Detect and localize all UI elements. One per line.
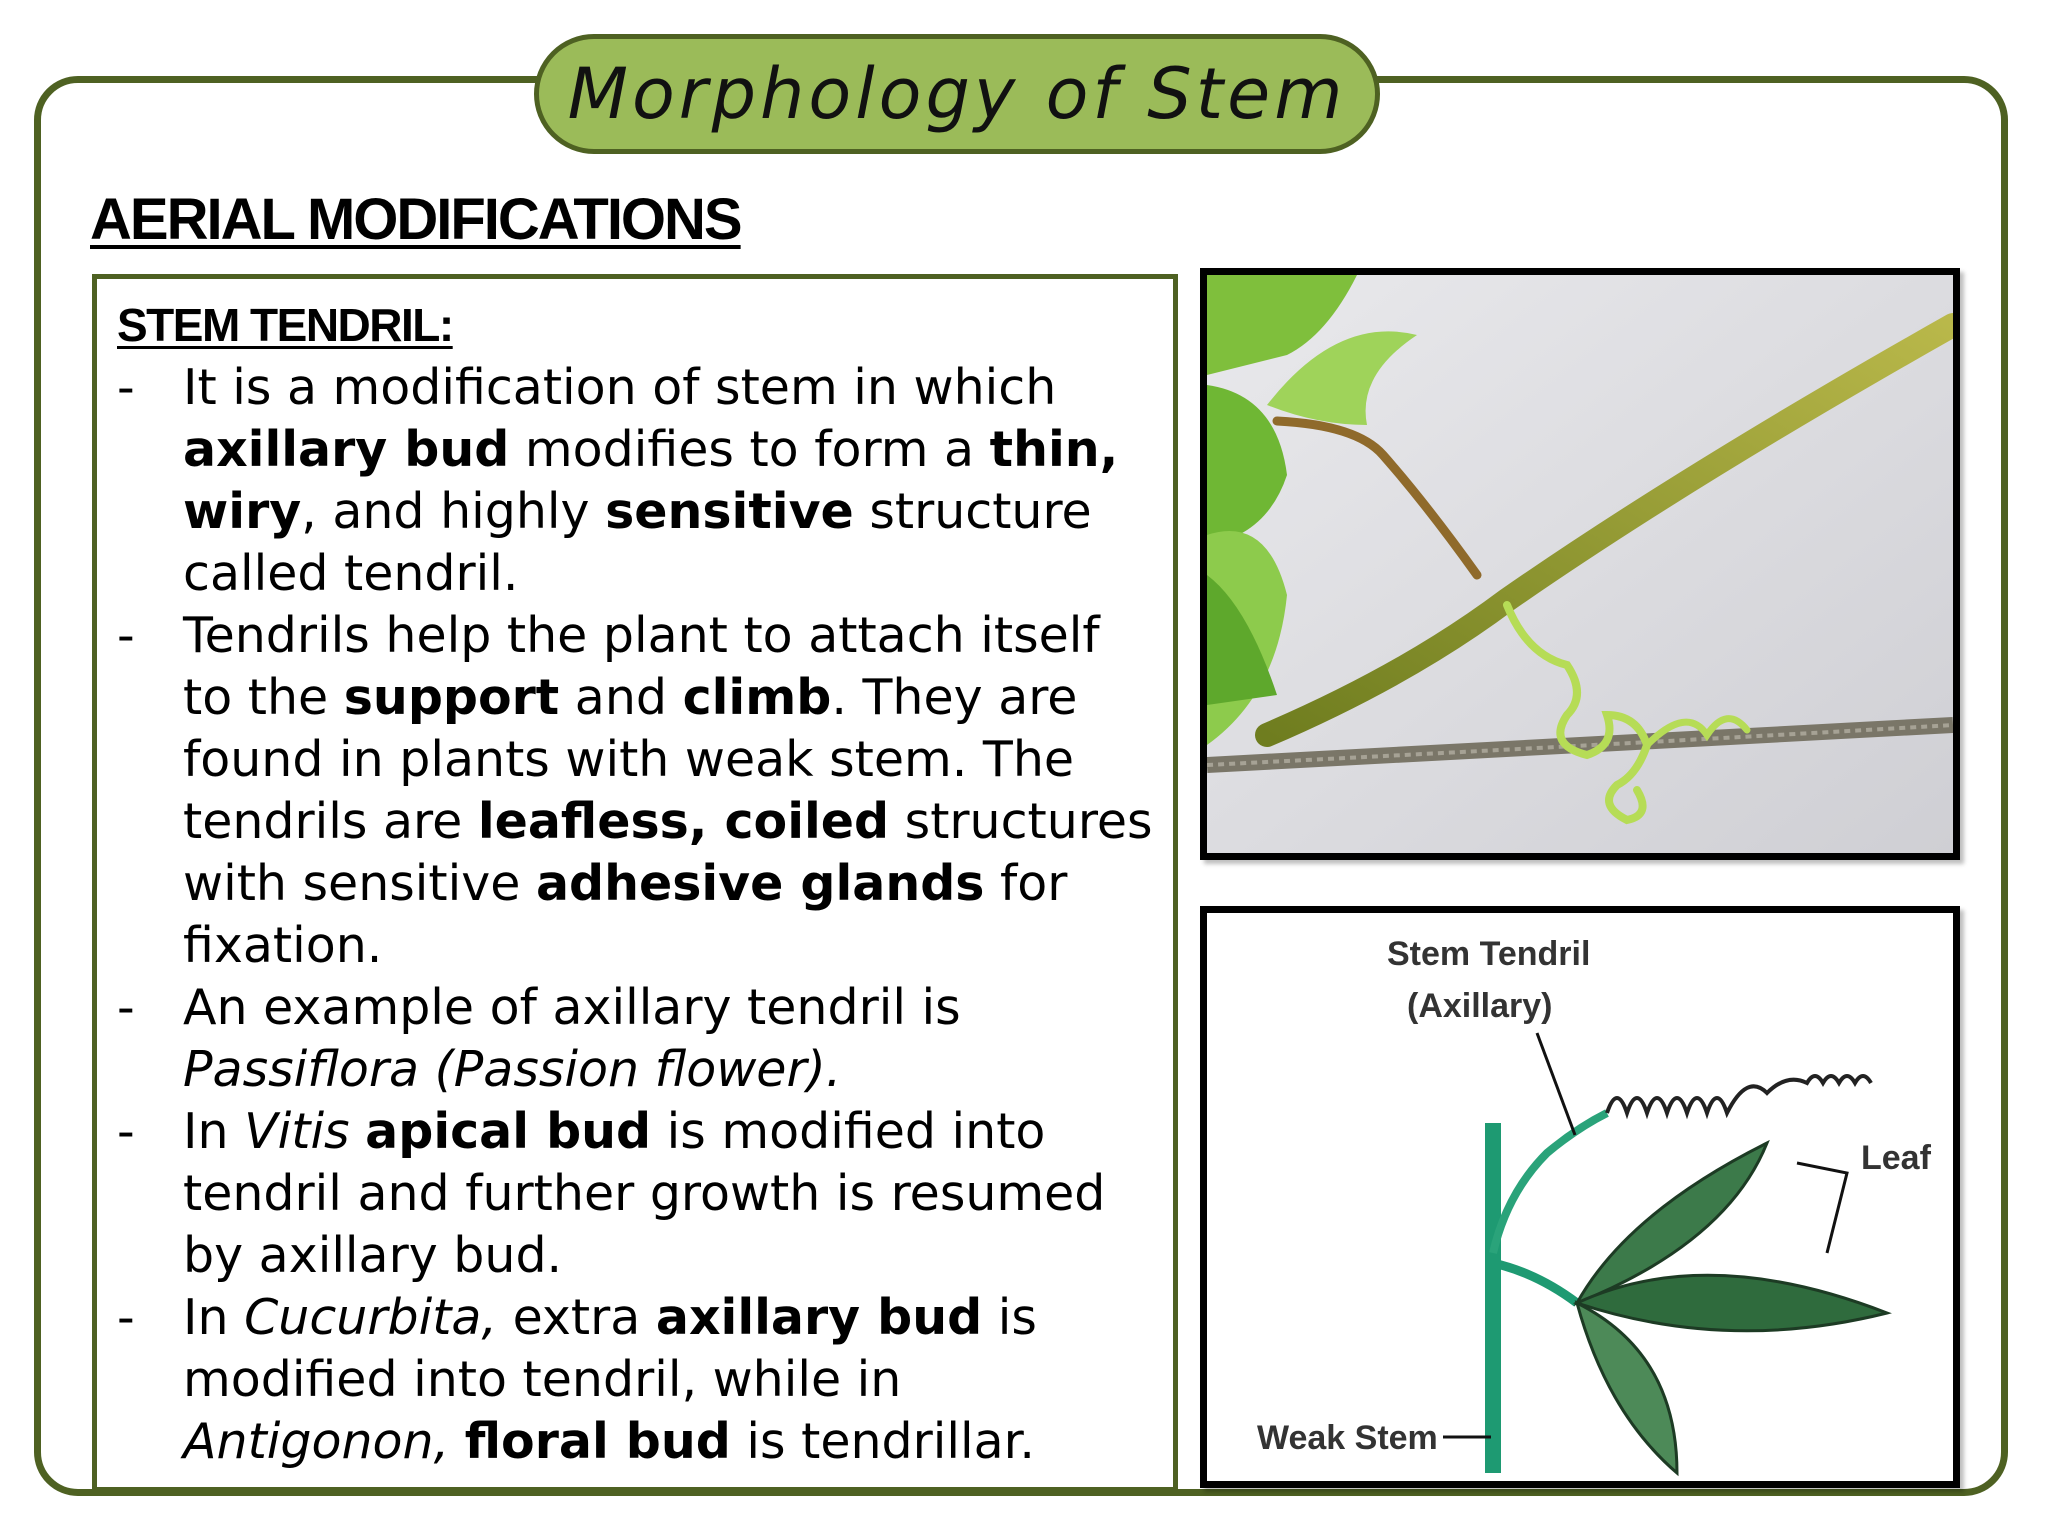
diagram-label-axillary: (Axillary)	[1407, 987, 1553, 1025]
section-heading: AERIAL MODIFICATIONS	[90, 187, 741, 252]
diagram-label-leaf: Leaf	[1861, 1139, 1931, 1177]
tendril-photo-illustration	[1207, 275, 1953, 853]
bullet-item: - An example of axillary tendril is Passiflora (Passion flower).	[117, 979, 961, 1098]
bullet-item: - It is a modification of stem in which axillary bud modifies to form a thin, wiry, and highly sensitive structure called tendril.	[117, 359, 1119, 602]
tendril-diagram-illustration	[1207, 913, 1953, 1481]
bullet-item: - Tendrils help the plant to attach itself to the support and climb. They are found in plants with weak stem. The tendrils are leafless, coiled structures with sensitive adhesive glands for fixation.	[117, 607, 1153, 974]
bullet-item: - In Vitis apical bud is modified into tendril and further growth is resumed by axillary bud.	[117, 1103, 1106, 1284]
diagram-label-weak-stem: Weak Stem	[1257, 1419, 1438, 1457]
box-heading: STEM TENDRIL:	[117, 299, 453, 351]
bullet-item: - In Cucurbita, extra axillary bud is modified into tendril, while in Antigonon, floral bud is tendrillar.	[117, 1289, 1037, 1470]
title-banner	[534, 34, 1380, 154]
tendril-diagram	[1200, 906, 1960, 1488]
page-title: Morphology of Stem	[567, 53, 1347, 135]
text-box	[92, 274, 1178, 1492]
bullet-list	[117, 357, 1153, 1473]
tendril-photo	[1200, 268, 1960, 860]
diagram-label-stem-tendril: Stem Tendril	[1387, 935, 1591, 973]
